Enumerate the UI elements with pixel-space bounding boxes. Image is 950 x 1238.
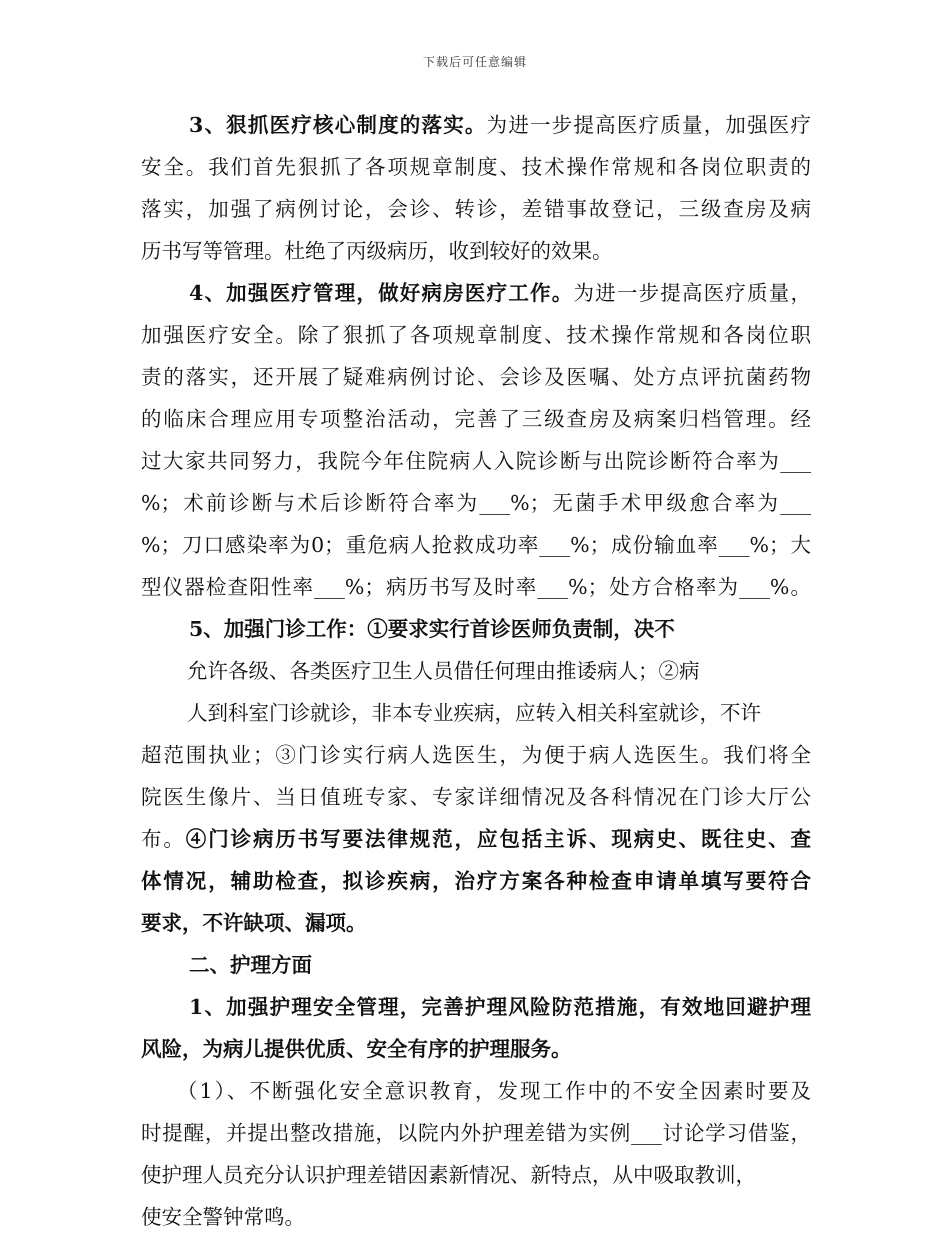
section-title: 二、护理方面	[189, 953, 312, 977]
para-3-line-4	[141, 230, 811, 272]
para-5-line-5	[141, 776, 811, 818]
document-body	[141, 104, 811, 1238]
para-5-line-8	[141, 902, 811, 944]
text-line: 落实，加强了病例讨论，会诊、转诊，差错事故登记，三级查房及病	[141, 197, 811, 221]
para-5-line-3	[141, 692, 811, 734]
text-line: 历书写等管理。杜绝了丙级病历，收到较好的效果。	[141, 239, 613, 263]
para-4-line-3	[141, 356, 811, 398]
para-4-heading: 4、加强医疗管理，做好病房医疗工作。	[189, 281, 574, 305]
page-header: 下载后可任意编辑	[422, 55, 527, 69]
para-3-text: 为进一步提高医疗质量，加强医疗	[486, 113, 812, 137]
text-line: %；术前诊断与术后诊断符合率为___%；无菌手术甲级愈合率为___	[141, 491, 811, 515]
section-nursing-heading	[141, 944, 811, 986]
text-line: 人到科室门诊就诊，非本专业疾病，应转入相关科室就诊，不许	[187, 701, 761, 725]
text-line: 加强医疗安全。除了狠抓了各项规章制度、技术操作常规和各岗位职	[141, 323, 811, 347]
para-4-line-1	[141, 272, 811, 314]
text-line: 院医生像片、当日值班专家、专家详细情况及各科情况在门诊大厅公	[141, 785, 811, 809]
text-line: 布。	[141, 827, 186, 851]
para-4-line-7	[141, 524, 811, 566]
para-4-line-6	[141, 482, 811, 524]
bold-text: ④门诊病历书写要法律规范，应包括主诉、现病史、既往史、查	[185, 827, 812, 851]
para-5-line-6	[141, 818, 811, 860]
text-line: 时提醒，并提出整改措施，以院内外护理差错为实例___讨论学习借鉴，	[141, 1121, 811, 1145]
bold-text: 要求，不许缺项、漏项。	[141, 911, 367, 935]
para-4-line-5	[141, 440, 811, 482]
bold-text: 1、加强护理安全管理，完善护理风险防范措施，有效地回避护理	[189, 995, 811, 1019]
text-line: %；刀口感染率为0；重危病人抢救成功率___%；成份输血率___%；大	[141, 533, 811, 557]
para-5-line-7	[141, 860, 811, 902]
para-3-line-3	[141, 188, 811, 230]
text-line: 允许各级、各类医疗卫生人员借任何理由推诿病人；②病	[187, 659, 700, 683]
para-4-line-4	[141, 398, 811, 440]
nursing-1-1-line-1	[141, 1070, 811, 1112]
nursing-1-line-2	[141, 1028, 811, 1070]
text-line: 安全。我们首先狠抓了各项规章制度、技术操作常规和各岗位职责的	[141, 155, 811, 179]
bold-text: 体情况，辅助检查，拟诊疾病，治疗方案各种检查申请单填写要符合	[141, 869, 811, 893]
text-line: （1）、不断强化安全意识教育，发现工作中的不安全因素时要及	[177, 1079, 811, 1103]
text-line: 使护理人员充分认识护理差错因素新情况、新特点，从中吸取教训，	[141, 1163, 756, 1187]
nursing-1-1-line-2	[141, 1112, 811, 1154]
text-line: 过大家共同努力，我院今年住院病人入院诊断与出院诊断符合率为___	[141, 449, 811, 473]
para-4-text: 为进一步提高医疗质量，	[573, 281, 812, 305]
nursing-1-1-line-4	[141, 1196, 811, 1238]
text-line: 使安全警钟常鸣。	[141, 1205, 305, 1229]
para-3-line-2	[141, 146, 811, 188]
para-5-line-2	[141, 650, 811, 692]
para-5-line-1	[141, 608, 811, 650]
para-5-line-4	[141, 734, 811, 776]
para-3-line-1	[141, 104, 811, 146]
text-line: 超范围执业；③门诊实行病人选医生，为便于病人选医生。我们将全	[141, 743, 811, 767]
para-3-heading: 3、狠抓医疗核心制度的落实。	[189, 113, 487, 137]
text-line: 的临床合理应用专项整治活动，完善了三级查房及病案归档管理。经	[141, 407, 811, 431]
nursing-1-line-1	[141, 986, 811, 1028]
text-line: 责的落实，还开展了疑难病例讨论、会诊及医嘱、处方点评抗菌药物	[141, 365, 811, 389]
para-4-line-2	[141, 314, 811, 356]
text-line: 型仪器检查阳性率___%；病历书写及时率___%；处方合格率为___%。	[141, 575, 811, 599]
para-4-line-8	[141, 566, 811, 608]
bold-text: 风险，为病儿提供优质、安全有序的护理服务。	[141, 1037, 572, 1061]
nursing-1-1-line-3	[141, 1154, 811, 1196]
para-5-heading: 5、加强门诊工作：①要求实行首诊医师负责制，决不	[189, 617, 675, 641]
